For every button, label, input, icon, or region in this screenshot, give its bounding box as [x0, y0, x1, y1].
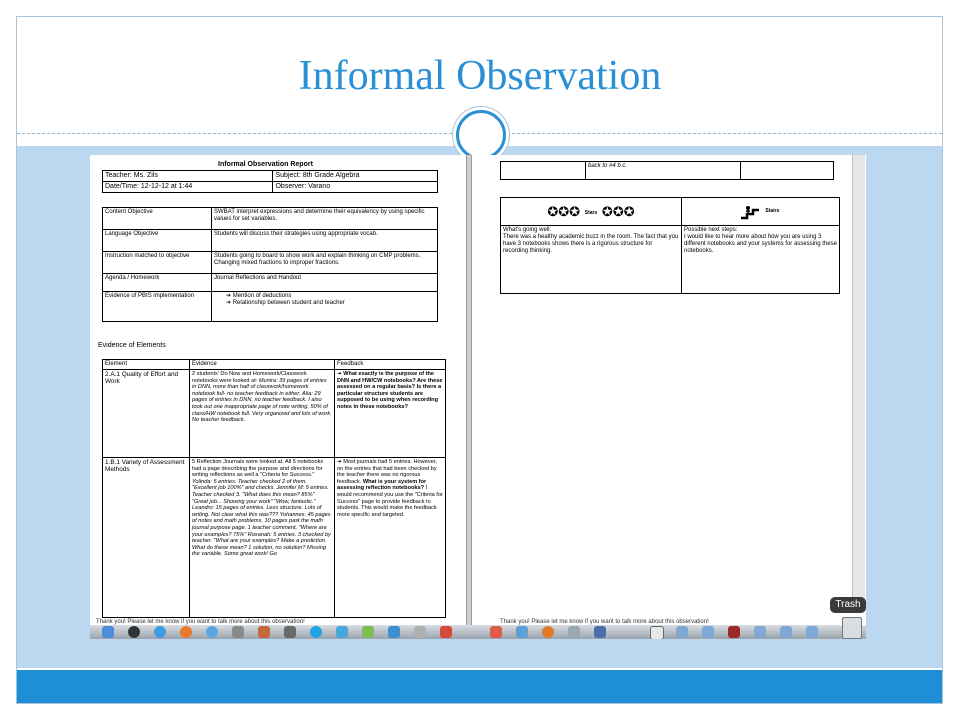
trash-tooltip: Trash: [830, 597, 866, 613]
next-steps-cell: [682, 226, 840, 294]
objective-label: Content Objective: [103, 208, 212, 230]
star-icon: ✪: [601, 203, 613, 219]
app-icon[interactable]: [594, 626, 606, 638]
stars-header: [501, 198, 682, 226]
app-icon[interactable]: [258, 626, 270, 638]
footer-bar: [17, 670, 942, 703]
firefox-icon[interactable]: [180, 626, 192, 638]
objectives-table: [102, 207, 438, 322]
objective-value: Students will discuss their strategies using appropriate vocab.: [212, 230, 438, 252]
arrow-icon: ➔: [226, 293, 232, 299]
table-row: [103, 370, 446, 458]
evidence-heading: Evidence of Elements: [98, 342, 166, 349]
going-well-label: What's going well:: [503, 227, 552, 233]
objective-value: [212, 292, 438, 322]
arrow-icon: ➔: [337, 459, 342, 465]
objective-label: Agenda / Homework: [103, 274, 212, 292]
column-header: Element: [103, 360, 190, 370]
star-icon: ✪: [547, 203, 559, 219]
stairs-label: Stairs: [765, 208, 780, 214]
teacher-cell: Teacher: Ms. Zils: [103, 171, 273, 182]
arrow-icon: ➔: [226, 300, 232, 306]
stars-label: Stars: [584, 210, 598, 217]
app-icon[interactable]: [414, 626, 426, 638]
objective-value: SWBAT interpret expressions and determine their equivalency by using specific values for set variables.: [212, 208, 438, 230]
screenshot-image: [90, 155, 866, 639]
scrollbar[interactable]: [852, 155, 865, 603]
star-icon: ✪: [612, 203, 624, 219]
pbis-item: ➔ Mention of deductions: [226, 293, 292, 299]
objective-label: Language Objective: [103, 230, 212, 252]
next-steps-label: Possible next steps:: [684, 227, 738, 233]
skype-icon[interactable]: [310, 626, 322, 638]
folder-icon[interactable]: [806, 626, 818, 638]
objective-value: Students going to board to show work and explain thinking on CMP problems. Changing mixed fractions to improper fractions.: [212, 252, 438, 274]
evidence-cell: 5 Reflection Journals were looked at. All 5 notebooks had a page describing the purpose and directions for writing reflections as well a "Criteria for Success." Yolinda: 5 entries. Teacher checked 2 of them. "Excellent job 100%" and checks. Jennifer M: 5 entries. Teacher checked 3. "What does this mean? 85%" "Great job... Showing your work" "Wow, fantastic." Leandro: 15 pages of entries. Less structure. Lots of writing. Not clear what this was??? Yohannes: 45 pages of notes and math problems. 10 pages past the math journal purpose page. 1 teacher comment, "Where are your examples? 75%" Roxanah: 5 entries. 3 checked by teacher. "What are your examples? Make a prediction. What do these mean? 1 solution, no solution? Missing the variable. Some great work! Go: [190, 458, 335, 618]
title-divider-left: [17, 133, 457, 134]
arrow-icon: ➔: [337, 371, 342, 377]
safari-icon[interactable]: [154, 626, 166, 638]
report-header-table: [102, 170, 438, 193]
app-icon[interactable]: [568, 626, 580, 638]
going-well-cell: [501, 226, 682, 294]
thanks-note-right: Thank you! Please let me know if you want to talk more about this observation!: [500, 619, 709, 625]
star-icon: ✪: [569, 203, 581, 219]
column-header: Feedback: [335, 360, 446, 370]
feedback-cell: ➔ Most journals had 5 entries. However, on the entries that had been checked by the teacher there was no rigorous feedback. What is your system for assessing reflection notebooks? I would recommend you use the "Criteria for Success" page to provide feedback to students. This would make the feedback more specific and targeted.: [335, 458, 446, 618]
folder-icon[interactable]: [780, 626, 792, 638]
app-icon[interactable]: [728, 626, 740, 638]
folder-icon[interactable]: [702, 626, 714, 638]
app-icon[interactable]: [388, 626, 400, 638]
continuation-table: [500, 161, 834, 180]
app-icon[interactable]: [362, 626, 374, 638]
star-icon: ✪: [558, 203, 570, 219]
folder-icon[interactable]: [676, 626, 688, 638]
thanks-note-left: Thank you! Please let me know if you want to talk more about this observation!: [96, 619, 305, 625]
dashboard-icon[interactable]: [128, 626, 140, 638]
element-cell: 1.B.1 Variety of Assessment Methods: [103, 458, 190, 618]
column-header: Evidence: [190, 360, 335, 370]
app-icon[interactable]: [440, 626, 452, 638]
stars-stairs-table: [500, 197, 840, 294]
report-page-right: [472, 155, 866, 639]
app-icon[interactable]: [490, 626, 502, 638]
observer-cell: Observer: Varano: [273, 182, 438, 193]
star-icon: ✪: [623, 203, 635, 219]
pbis-item: ➔ Relationship between student and teacher: [226, 300, 345, 306]
evidence-cell: 2 students' Do Now and Homework/Classwork notebooks were looked at: Munira: 39 pages of entries in DNN, more than half of classwork/homework notebook full- no teacher feedback in either. Alia: 29 pages of entries in DNN, no teacher feedback. I also took out one inappropriate page of note writing. 50% of class/HW notebook full. Very organized and lots of work. No teacher feedback.: [190, 370, 335, 458]
divider-circle-ornament: [456, 110, 506, 160]
trash-icon[interactable]: [842, 617, 862, 639]
evidence-table: [102, 359, 446, 618]
next-steps-text: I would like to hear more about how you are using 3 different notebooks and your systems for assessing these notebooks.: [684, 234, 837, 254]
app-icon[interactable]: [542, 626, 554, 638]
stairs-icon: [739, 204, 761, 220]
slide-title: Informal Observation: [298, 53, 662, 99]
home-icon[interactable]: [650, 626, 664, 639]
app-icon[interactable]: [284, 626, 296, 638]
feedback-cell: ➔ What exactly is the purpose of the DNN and HW/CW notebooks? Are these assessed on a regular basis? Is there a particular structure students are supposed to be using when recording notes in these notebooks?: [335, 370, 446, 458]
datetime-cell: Date/Time: 12-12-12 at 1:44: [103, 182, 273, 193]
table-row: [103, 458, 446, 618]
element-cell: 2.A.1 Quality of Effort and Work: [103, 370, 190, 458]
continuation-cell: back to #4 b.c.: [586, 162, 741, 180]
finder-icon[interactable]: [102, 626, 114, 638]
app-icon[interactable]: [232, 626, 244, 638]
app-icon[interactable]: [516, 626, 528, 638]
objective-label: Instruction matched to objective: [103, 252, 212, 274]
folder-icon[interactable]: [754, 626, 766, 638]
going-well-text: There was a healthy academic buzz in the room. The fact that you have 3 notebooks shows there is a rigorous structure for recording thinking.: [503, 234, 679, 254]
app-icon[interactable]: [336, 626, 348, 638]
itunes-icon[interactable]: [206, 626, 218, 638]
objective-value: Journal Reflections and Handout: [212, 274, 438, 292]
subject-cell: Subject: 8th Grade Algebra: [273, 171, 438, 182]
report-page-left: [90, 155, 466, 639]
objective-label: Evidence of PBIS implementation: [103, 292, 212, 322]
report-title: Informal Observation Report: [218, 161, 313, 168]
stairs-header: [682, 198, 840, 226]
title-divider-right: [502, 133, 942, 134]
